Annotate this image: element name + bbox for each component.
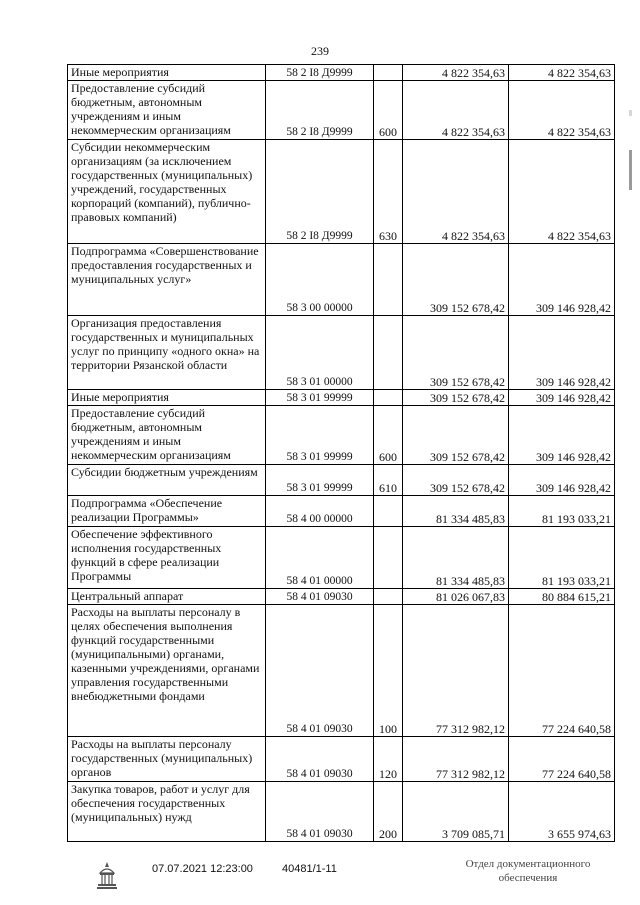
row-name: Расходы на выплаты персоналу государственных (муниципальных) органов bbox=[68, 737, 266, 782]
scan-artifact bbox=[629, 150, 632, 190]
row-amount-2022: 4 822 354,63 bbox=[403, 140, 509, 244]
row-amount-2022: 77 312 982,12 bbox=[403, 605, 509, 737]
row-amount-2023: 309 146 928,42 bbox=[509, 316, 615, 390]
row-name: Подпрограмма «Совершенствование предоставления государственных и муниципальных услуг» bbox=[68, 244, 266, 316]
row-code: 58 2 I8 Д9999 bbox=[266, 65, 374, 81]
row-amount-2023: 80 884 615,21 bbox=[509, 589, 615, 605]
row-expense-type: 200 bbox=[374, 782, 403, 842]
row-expense-type bbox=[374, 589, 403, 605]
row-expense-type bbox=[374, 65, 403, 81]
row-expense-type bbox=[374, 244, 403, 316]
row-expense-type bbox=[374, 390, 403, 406]
row-amount-2022: 3 709 085,71 bbox=[403, 782, 509, 842]
row-amount-2023: 77 224 640,58 bbox=[509, 605, 615, 737]
row-amount-2022: 4 822 354,63 bbox=[403, 65, 509, 81]
row-code: 58 3 01 99999 bbox=[266, 390, 374, 406]
stamp-line: обеспечения bbox=[498, 872, 558, 884]
row-amount-2023: 77 224 640,58 bbox=[509, 737, 615, 782]
table-row bbox=[68, 465, 615, 496]
row-name: Подпрограмма «Обеспечение реализации Программы» bbox=[68, 496, 266, 527]
footer-doc-number: 40481/1-11 bbox=[282, 863, 337, 875]
table-row bbox=[68, 316, 615, 390]
duma-logo-icon bbox=[95, 859, 119, 891]
row-name: Расходы на выплаты персоналу в целях обеспечения выполнения функций государственными (муниципальными) органами, казенными учреждениями, органами управления государственными внебюджетными фондами bbox=[68, 605, 266, 737]
row-amount-2023: 4 822 354,63 bbox=[509, 81, 615, 140]
row-amount-2023: 4 822 354,63 bbox=[509, 140, 615, 244]
row-expense-type: 610 bbox=[374, 465, 403, 496]
table-row bbox=[68, 605, 615, 737]
table-row bbox=[68, 527, 615, 589]
row-code: 58 4 01 09030 bbox=[266, 589, 374, 605]
row-amount-2023: 81 193 033,21 bbox=[509, 527, 615, 589]
row-amount-2022: 309 152 678,42 bbox=[403, 244, 509, 316]
row-name: Организация предоставления государственных и муниципальных услуг по принципу «одного окна» на территории Рязанской области bbox=[68, 316, 266, 390]
department-stamp bbox=[448, 857, 608, 885]
row-amount-2022: 81 334 485,83 bbox=[403, 496, 509, 527]
row-amount-2023: 309 146 928,42 bbox=[509, 390, 615, 406]
row-amount-2023: 309 146 928,42 bbox=[509, 465, 615, 496]
row-amount-2022: 77 312 982,12 bbox=[403, 737, 509, 782]
row-expense-type: 100 bbox=[374, 605, 403, 737]
row-name: Иные мероприятия bbox=[68, 390, 266, 406]
scan-artifact bbox=[629, 110, 632, 116]
table-row bbox=[68, 65, 615, 81]
row-amount-2022: 81 334 485,83 bbox=[403, 527, 509, 589]
row-expense-type: 600 bbox=[374, 81, 403, 140]
row-expense-type bbox=[374, 496, 403, 527]
row-amount-2023: 4 822 354,63 bbox=[509, 65, 615, 81]
row-name: Предоставление субсидий бюджетным, автономным учреждениям и иным некоммерческим организациям bbox=[68, 406, 266, 465]
row-name: Центральный аппарат bbox=[68, 589, 266, 605]
row-code: 58 4 01 09030 bbox=[266, 737, 374, 782]
table-row bbox=[68, 81, 615, 140]
row-code: 58 2 I8 Д9999 bbox=[266, 81, 374, 140]
row-name: Закупка товаров, работ и услуг для обеспечения государственных (муниципальных) нужд bbox=[68, 782, 266, 842]
table-row bbox=[68, 737, 615, 782]
row-expense-type: 120 bbox=[374, 737, 403, 782]
row-amount-2023: 3 655 974,63 bbox=[509, 782, 615, 842]
row-amount-2023: 81 193 033,21 bbox=[509, 496, 615, 527]
table-row bbox=[68, 782, 615, 842]
table-row bbox=[68, 589, 615, 605]
row-code: 58 3 01 99999 bbox=[266, 465, 374, 496]
row-amount-2022: 309 152 678,42 bbox=[403, 316, 509, 390]
table-row bbox=[68, 244, 615, 316]
row-amount-2023: 309 146 928,42 bbox=[509, 406, 615, 465]
row-code: 58 3 01 00000 bbox=[266, 316, 374, 390]
row-code: 58 4 01 09030 bbox=[266, 782, 374, 842]
row-code: 58 3 00 00000 bbox=[266, 244, 374, 316]
row-amount-2022: 309 152 678,42 bbox=[403, 390, 509, 406]
row-expense-type: 630 bbox=[374, 140, 403, 244]
row-name: Субсидии бюджетным учреждениям bbox=[68, 465, 266, 496]
table-row bbox=[68, 390, 615, 406]
table-row bbox=[68, 406, 615, 465]
row-name: Иные мероприятия bbox=[68, 65, 266, 81]
row-amount-2022: 4 822 354,63 bbox=[403, 81, 509, 140]
row-code: 58 4 00 00000 bbox=[266, 496, 374, 527]
footer-datetime: 07.07.2021 12:23:00 bbox=[152, 863, 253, 875]
row-amount-2022: 81 026 067,83 bbox=[403, 589, 509, 605]
budget-table bbox=[67, 64, 615, 842]
page-number: 239 bbox=[311, 44, 329, 58]
row-expense-type: 600 bbox=[374, 406, 403, 465]
row-code: 58 3 01 99999 bbox=[266, 406, 374, 465]
row-name: Предоставление субсидий бюджетным, автономным учреждениям и иным некоммерческим организациям bbox=[68, 81, 266, 140]
row-code: 58 2 I8 Д9999 bbox=[266, 140, 374, 244]
table-row bbox=[68, 496, 615, 527]
row-expense-type bbox=[374, 527, 403, 589]
row-amount-2023: 309 146 928,42 bbox=[509, 244, 615, 316]
row-name: Обеспечение эффективного исполнения государственных функций в сфере реализации Программы bbox=[68, 527, 266, 589]
row-amount-2022: 309 152 678,42 bbox=[403, 406, 509, 465]
row-expense-type bbox=[374, 316, 403, 390]
row-code: 58 4 01 09030 bbox=[266, 605, 374, 737]
table-row bbox=[68, 140, 615, 244]
row-name: Субсидии некоммерческим организациям (за исключением государственных (муниципальных) учреждений, государственных корпораций (компаний), публично-правовых компаний) bbox=[68, 140, 266, 244]
row-code: 58 4 01 00000 bbox=[266, 527, 374, 589]
row-amount-2022: 309 152 678,42 bbox=[403, 465, 509, 496]
footer bbox=[0, 855, 640, 905]
stamp-line: Отдел документационного bbox=[465, 858, 591, 870]
